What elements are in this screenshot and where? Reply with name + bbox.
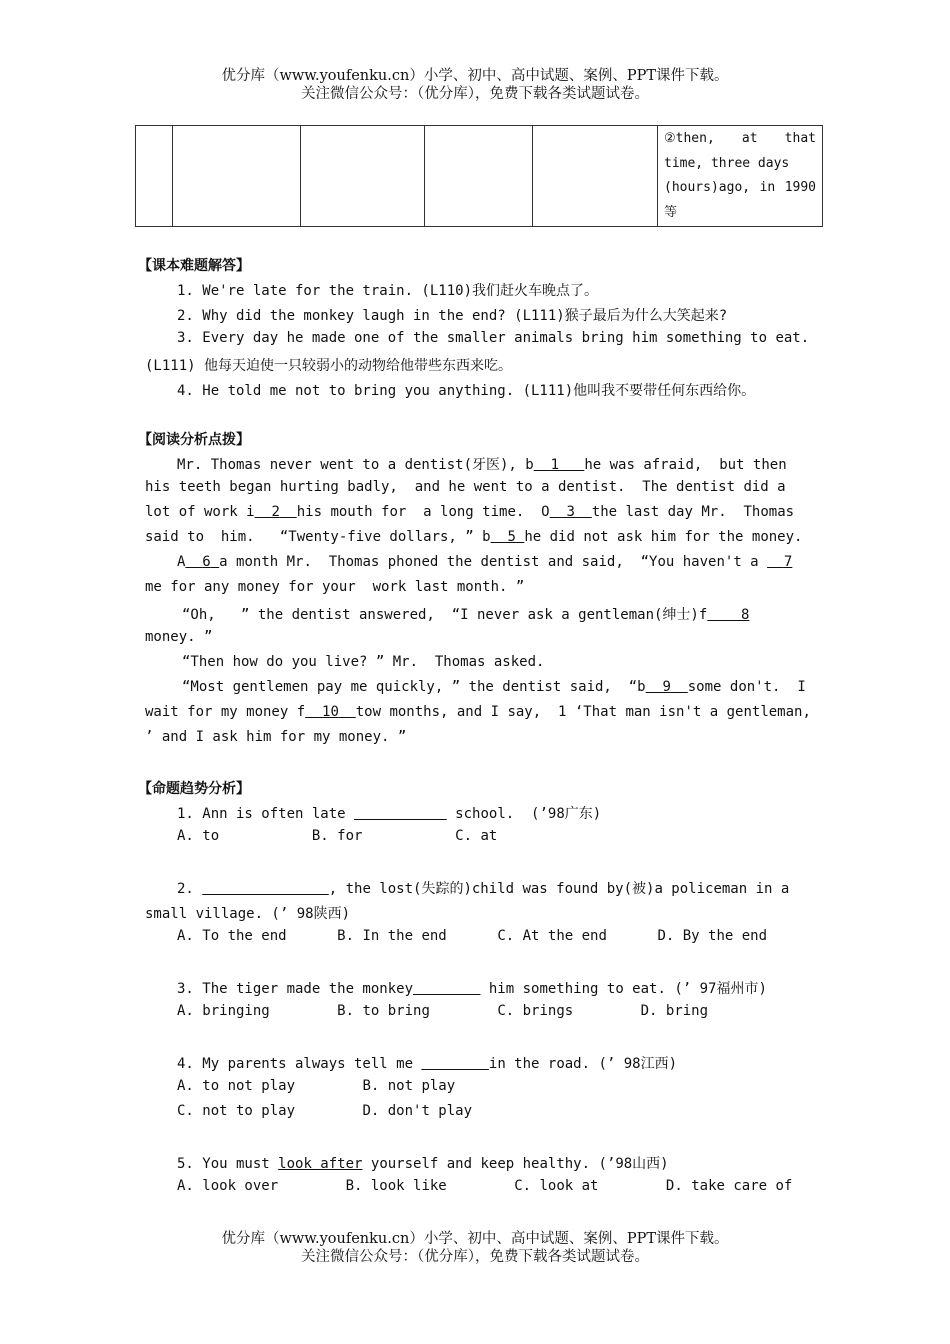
continued-table	[135, 125, 823, 227]
list-item: 3. Every day he made one of the smaller animals bring him something to eat.	[177, 330, 810, 346]
passage-line: said to him. “Twenty-five dollars, ” b 5 he did not ask him for the money.	[145, 529, 803, 545]
table-cell	[301, 126, 425, 227]
question-2-options: A. To the end B. In the end C. At the end D. By the end	[177, 928, 768, 944]
section-title-trends: 【命题趋势分析】	[138, 781, 250, 797]
header-line-2: 关注微信公众号：（优分库），免费下载各类试题试卷。	[301, 86, 649, 102]
question-1-options: A. to B. for C. at	[177, 828, 498, 844]
question-4-options: A. to not play B. not play	[177, 1078, 456, 1094]
table-cell	[533, 126, 658, 227]
passage-line: ’ and I ask him for my money. ”	[145, 729, 407, 745]
footer-line-1: 优分库（www.youfenku.cn）小学、初中、高中试题、案例、PPT课件下载。	[221, 1231, 729, 1247]
list-item: 1. We're late for the train. (L110)我们赶火车晚点了。	[177, 283, 599, 299]
question-4-options: C. not to play D. don't play	[177, 1103, 473, 1119]
table-note-cell: ②then, at that time, three days (hours)ago, in 1990 等	[658, 126, 823, 227]
passage-line: money. ”	[145, 629, 213, 645]
question-2: 2. , the lost(失踪的)child was found by(被)a policeman in a	[177, 881, 790, 897]
question-1: 1. Ann is often late school. (’98广东)	[177, 806, 602, 822]
footer-line-2: 关注微信公众号：（优分库），免费下载各类试题试卷。	[301, 1249, 649, 1265]
header-line-1: 优分库（www.youfenku.cn）小学、初中、高中试题、案例、PPT课件下载。	[221, 68, 729, 84]
passage-line: “Then how do you live? ” Mr. Thomas asked.	[182, 654, 545, 670]
question-5-options: A. look over B. look like C. look at D. take care of	[177, 1178, 793, 1194]
passage-line: A 6 a month Mr. Thomas phoned the dentist and said, “You haven't a 7	[177, 554, 793, 570]
question-4: 4. My parents always tell me in the road. (’ 98江西)	[177, 1056, 678, 1072]
list-item: 2. Why did the monkey laugh in the end? (L111)猴子最后为什么大笑起来?	[177, 308, 728, 324]
passage-line: me for any money for your work last month. ”	[145, 579, 525, 595]
table-cell	[136, 126, 173, 227]
passage-line: his teeth began hurting badly, and he went to a dentist. The dentist did a	[145, 479, 786, 495]
question-2-cont: small village. (’ 98陕西)	[145, 906, 351, 922]
question-5: 5. You must look after yourself and keep healthy. (’98山西)	[177, 1156, 669, 1172]
section-title-textbook: 【课本难题解答】	[138, 258, 250, 274]
passage-line: “Most gentlemen pay me quickly, ” the dentist said, “b 9 some don't. I	[182, 679, 806, 695]
passage-line: Mr. Thomas never went to a dentist(牙医), b 1 he was afraid, but then	[177, 457, 787, 473]
passage-line: “Oh, ” the dentist answered, “I never ask a gentleman(绅士)f 8	[182, 607, 750, 623]
question-3-options: A. bringing B. to bring C. brings D. bring	[177, 1003, 709, 1019]
list-item: 4. He told me not to bring you anything. (L111)他叫我不要带任何东西给你。	[177, 383, 756, 399]
passage-line: wait for my money f 10 tow months, and I say, 1 ‘That man isn't a gentleman,	[145, 704, 811, 720]
list-item: (L111) 他每天迫使一只较弱小的动物给他带些东西来吃。	[145, 358, 512, 374]
section-title-reading: 【阅读分析点拨】	[138, 432, 250, 448]
table-cell	[173, 126, 301, 227]
passage-line: lot of work i 2 his mouth for a long time. O 3 the last day Mr. Thomas	[145, 504, 795, 520]
question-3: 3. The tiger made the monkey him something to eat. (’ 97福州市)	[177, 981, 767, 997]
table-cell	[425, 126, 533, 227]
